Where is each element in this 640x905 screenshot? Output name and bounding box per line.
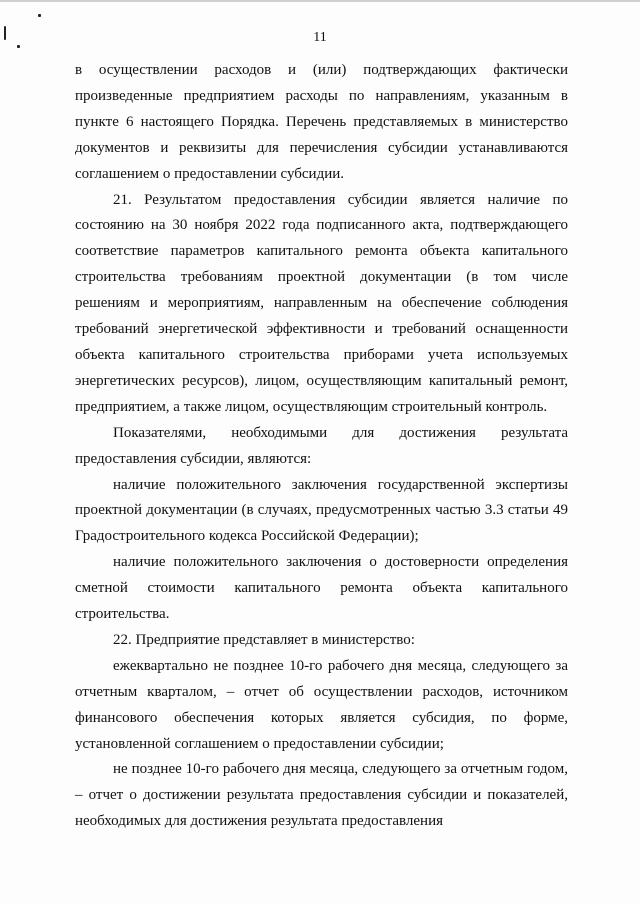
paragraph: ежеквартально не позднее 10-го рабочего дня месяца, следующего за отчетным кварталом, – отчет об осуществлении расходов, источником финансового обеспечения которых является субсидия, по форме, установленной соглашением о предоставлении субсидии; [75,657,568,752]
page-number: 11 [313,30,327,45]
paragraph: не позднее 10-го рабочего дня месяца, следующего за отчетным годом, – отчет о достижении результата предоставления субсидии и показателей, необходимых для достижения результата предоставления [75,761,568,830]
paragraph: наличие положительного заключения государственной экспертизы проектной документации (в случаях, предусмотренных частью 3.3 статьи 49 Градостроительного кодекса Российской Федерации); [75,476,568,545]
paragraph: 21. Результатом предоставления субсидии является наличие по состоянию на 30 ноября 2022 года подписанного акта, подтверждающего соответствие параметров капитального ремонта объекта капитального строительства требованиям проектной документации (в том числе решениям и мероприятиям, направленным на обеспечение соблюдения требований энергетической эффективности и требований оснащенности объекта капитального строительства приборами учета используемых энергетических ресурсов), лицом, осуществляющим капитальный ремонт, предприятием, а также лицом, осуществляющим строительный контроль. [75,191,568,415]
paragraph: наличие положительного заключения о достоверности определения сметной стоимости капитального ремонта объекта капитального строительства. [75,554,568,623]
body-text [75,58,568,835]
paragraph: в осуществлении расходов и (или) подтверждающих фактически произведенные предприятием расходы по направлениям, указанным в пункте 6 настоящего Порядка. Перечень представляемых в министерство документов и реквизиты для перечисления субсидии устанавливаются соглашением о предоставлении субсидии. [75,62,568,182]
paragraph: Показателями, необходимыми для достижения результата предоставления субсидии, являются: [75,424,568,467]
paragraph: 22. Предприятие представляет в министерство: [113,631,415,648]
page-top-edge [0,0,640,2]
scan-speck [38,14,41,17]
